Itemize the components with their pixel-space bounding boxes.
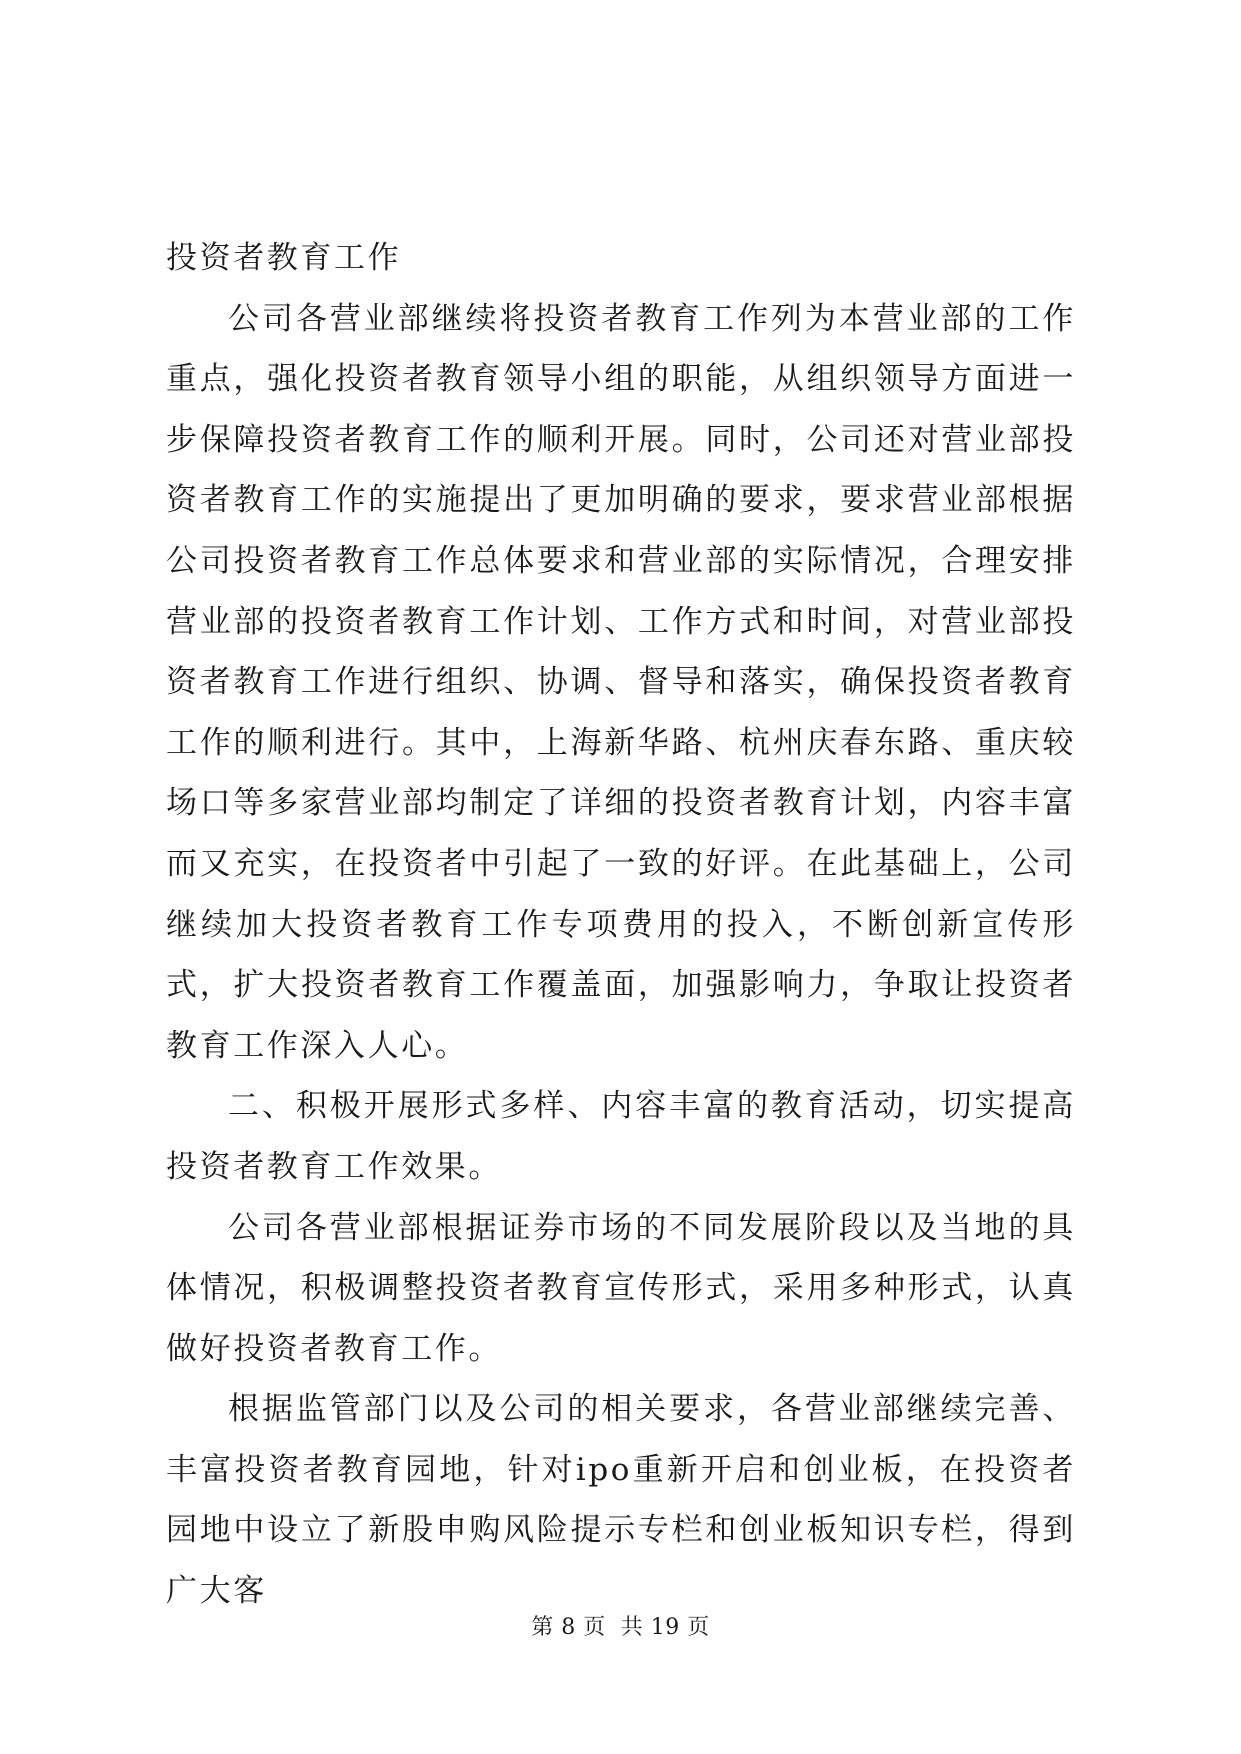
continuation-line: 投资者教育工作 [166, 240, 402, 276]
body-text [166, 228, 1076, 1622]
paragraph-3: 公司各营业部根据证券市场的不同发展阶段以及当地的具体情况，积极调整投资者教育宣传形式，采用多种形式，认真做好投资者教育工作。 [166, 1209, 1076, 1367]
page-number: 第 8 页 共 19 页 [531, 1615, 710, 1640]
paragraph-2: 二、积极开展形式多样、内容丰富的教育活动，切实提高投资者教育工作效果。 [166, 1088, 1076, 1185]
page-footer [0, 1610, 1241, 1641]
paragraph-1: 公司各营业部继续将投资者教育工作列为本营业部的工作重点，强化投资者教育领导小组的职能，从组织领导方面进一步保障投资者教育工作的顺利开展。同时，公司还对营业部投资者教育工作的实施提出了更加明确的要求，要求营业部根据公司投资者教育工作总体要求和营业部的实际情况，合理安排营业部的投资者教育工作计划、工作方式和时间，对营业部投资者教育工作进行组织、协调、督导和落实，确保投资者教育工作的顺利进行。其中，上海新华路、杭州庆春东路、重庆较场口等多家营业部均制定了详细的投资者教育计划，内容丰富而又充实，在投资者中引起了一致的好评。在此基础上，公司继续加大投资者教育工作专项费用的投入，不断创新宣传形式，扩大投资者教育工作覆盖面，加强影响力，争取让投资者教育工作深入人心。 [166, 300, 1076, 1064]
paragraph-4: 根据监管部门以及公司的相关要求，各营业部继续完善、丰富投资者教育园地，针对ipo重新开启和创业板，在投资者园地中设立了新股申购风险提示专栏和创业板知识专栏，得到广大客 [166, 1391, 1076, 1610]
